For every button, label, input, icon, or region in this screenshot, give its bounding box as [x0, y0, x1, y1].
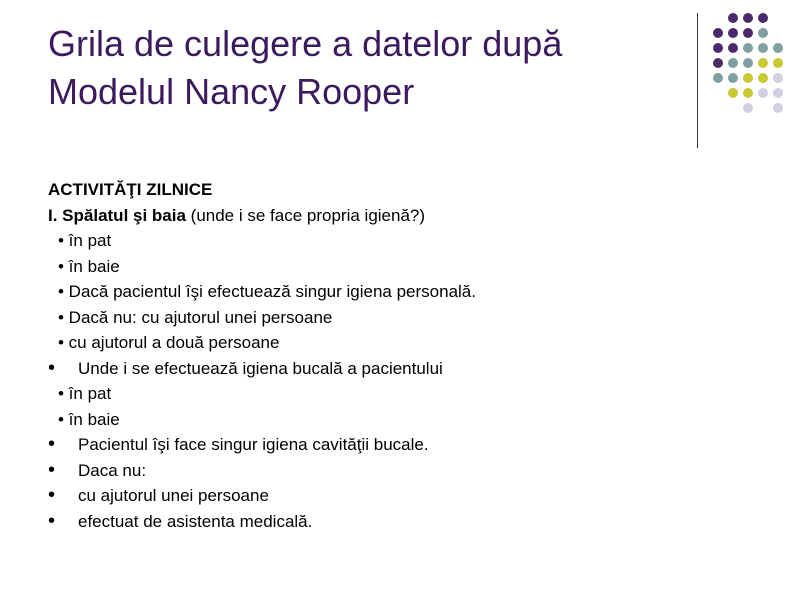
decorative-dot: [773, 43, 783, 53]
decorative-dot: [728, 28, 738, 38]
decorative-dot: [728, 43, 738, 53]
decorative-dot: [773, 73, 783, 83]
bullet-item: [48, 509, 748, 535]
decorative-dot: [728, 73, 738, 83]
decorative-dot: [713, 58, 723, 68]
bullet-item: [48, 458, 748, 484]
decorative-dot: [728, 13, 738, 23]
sub-item: • în pat: [58, 231, 112, 250]
body-heading: ACTIVITĂŢI ZILNICE: [48, 180, 213, 199]
bullet-item: [48, 356, 748, 382]
decorative-divider: [697, 13, 698, 148]
decorative-dot: [743, 103, 753, 113]
bullet-text: efectuat de asistenta medicală.: [78, 511, 313, 531]
bullet-icon: •: [48, 458, 56, 481]
sub-item: • în baie: [58, 409, 120, 429]
sub-item: • cu ajutorul a două persoane: [58, 333, 280, 352]
bullet-text: Daca nu:: [78, 460, 147, 480]
bullet-icon: •: [48, 356, 56, 379]
decorative-dot: [728, 88, 738, 98]
decorative-dot: [743, 58, 753, 68]
section-note: (unde i se face propria igienă?): [185, 205, 426, 225]
sub-item: • Dacă pacientul îşi efectuează singur igiena personală.: [58, 282, 476, 301]
decorative-dot: [713, 28, 723, 38]
decorative-dot: [758, 58, 768, 68]
decorative-dot: [758, 88, 768, 98]
decorative-dot: [758, 28, 768, 38]
bullet-icon: •: [48, 509, 56, 532]
decorative-dot: [773, 103, 783, 113]
decorative-dot: [743, 28, 753, 38]
section-title: I. Spălatul şi baia: [48, 205, 186, 225]
decorative-dot: [773, 88, 783, 98]
decorative-dot: [743, 13, 753, 23]
decorative-dot: [758, 43, 768, 53]
slide-title-line-2: Modelul Nancy Rooper: [48, 71, 415, 112]
bullet-icon: •: [48, 433, 56, 455]
decorative-dot: [758, 73, 768, 83]
sub-item: • în pat: [58, 384, 112, 403]
bullet-item: [48, 432, 748, 458]
bullet-text: Unde i se efectuează igiena bucală a pacientului: [78, 358, 443, 378]
decorative-dot: [743, 88, 753, 98]
decorative-dot: [713, 73, 723, 83]
decorative-dot: [773, 58, 783, 68]
decorative-dot: [743, 43, 753, 53]
slide-title-line-1: Grila de culegere a datelor după: [48, 23, 563, 64]
bullet-icon: •: [48, 484, 56, 506]
decorative-dot: [713, 43, 723, 53]
decorative-dot: [743, 73, 753, 83]
slide-title: [48, 20, 688, 116]
sub-item: • în baie: [58, 256, 120, 276]
decorative-dot: [758, 13, 768, 23]
slide-body: [48, 177, 748, 534]
bullet-text: cu ajutorul unei persoane: [78, 486, 269, 505]
sub-item: • Dacă nu: cu ajutorul unei persoane: [58, 307, 333, 327]
bullet-item: [48, 483, 748, 509]
section-title-line: [48, 203, 748, 229]
decorative-dot: [728, 58, 738, 68]
bullet-text: Pacientul îşi face singur igiena cavităţii bucale.: [78, 435, 429, 454]
